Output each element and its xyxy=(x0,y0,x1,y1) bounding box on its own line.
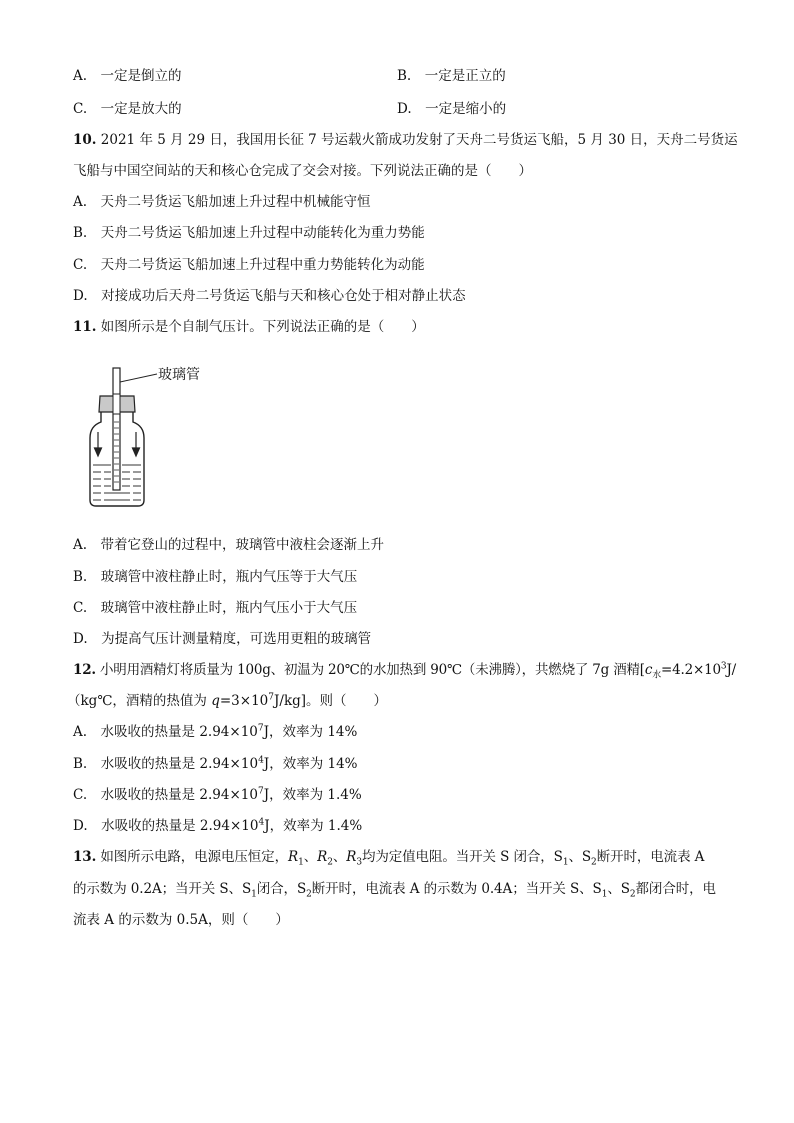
q13-stem-line2 xyxy=(73,880,716,898)
exponent-3: 3 xyxy=(720,661,727,672)
separator-1: 、 xyxy=(303,849,318,865)
q12-option-b-exp: 4 xyxy=(258,755,264,766)
q12-option-b-tail: J，效率为 14% xyxy=(263,756,358,772)
q13-text-2e: 都闭合时，电 xyxy=(635,881,716,897)
q9-option-d: D. 一定是缩小的 xyxy=(397,101,507,117)
q13-number: 13. xyxy=(73,849,97,865)
q12-stem-line1 xyxy=(73,661,736,679)
q12-option-c-text: C. 水吸收的热量是 2.94×10 xyxy=(73,787,258,803)
q12-option-c-tail: J，效率为 1.4% xyxy=(263,787,362,803)
r1-symbol: R xyxy=(287,849,299,865)
q10-option-c: C. 天舟二号货运飞船加速上升过程中重力势能转化为动能 xyxy=(73,257,425,273)
q10-option-d: D. 对接成功后天舟二号货运飞船与天和核心仓处于相对静止状态 xyxy=(73,288,466,304)
q12-option-d xyxy=(73,817,362,835)
specific-heat-unit: J/ xyxy=(726,662,737,678)
specific-heat-symbol: c xyxy=(644,662,653,678)
q12-option-d-text: D. 水吸收的热量是 2.94×10 xyxy=(73,818,259,834)
q11-stem xyxy=(73,318,425,336)
q11-option-a: A. 带着它登山的过程中，玻璃管中液柱会逐渐上升 xyxy=(73,537,385,553)
q10-stem-line1 xyxy=(73,131,738,149)
r3-subscript: 3 xyxy=(356,857,362,868)
r2-symbol: R xyxy=(317,849,328,865)
q13-stem-line1 xyxy=(73,848,704,866)
heat-value-number: =3×10 xyxy=(219,693,269,709)
q10-stem-text: 2021 年 5 月 29 日，我国用长征 7 号运载火箭成功发射了天舟二号货运飞船，5 月 30 日，天舟二号货运 xyxy=(96,132,738,148)
q12-option-b xyxy=(73,755,358,773)
water-subscript: 水 xyxy=(652,670,662,681)
s2-subscript-2: 2 xyxy=(306,889,312,900)
q11-option-c: C. 玻璃管中液柱静止时，瓶内气压小于大气压 xyxy=(73,600,358,616)
q9-option-a: A. 一定是倒立的 xyxy=(73,68,182,84)
q12-option-d-exp: 4 xyxy=(258,817,265,828)
q10-stem-line2: 飞船与中国空间站的天和核心仓完成了交会对接。下列说法正确的是（ ） xyxy=(73,163,532,179)
heat-value-unit: J/kg]。则（ ） xyxy=(274,693,388,709)
q10-option-b: B. 天舟二号货运飞船加速上升过程中动能转化为重力势能 xyxy=(73,225,425,241)
q13-stem-line3: 流表 A 的示数为 0.5A，则（ ） xyxy=(73,912,289,928)
exponent-7: 7 xyxy=(268,692,274,703)
q12-option-a-exp: 7 xyxy=(257,723,264,734)
q12-option-c-exp: 7 xyxy=(257,786,264,797)
q13-text-1c: 、S xyxy=(568,849,592,865)
q10-number: 10. xyxy=(73,132,97,148)
s2-subscript-3: 2 xyxy=(629,889,636,900)
heat-value-symbol: q xyxy=(211,693,220,709)
q12-option-a xyxy=(73,723,357,741)
q10-option-a: A. 天舟二号货运飞船加速上升过程中机械能守恒 xyxy=(73,194,371,210)
q12-stem2-text: （kg℃，酒精的热值为 xyxy=(67,693,212,709)
q12-option-a-text: A. 水吸收的热量是 2.94×10 xyxy=(73,724,258,740)
q13-text-2c: 断开时，电流表 A 的示数为 0.4A；当开关 S、S xyxy=(311,881,602,897)
q13-text-2d: 、S xyxy=(607,881,630,897)
tube-through-stopper xyxy=(113,394,120,414)
s1-subscript-2: 1 xyxy=(251,889,257,900)
tube-leader-line xyxy=(120,374,157,382)
q11-stem-text: 如图所示是个自制气压计。下列说法正确的是（ ） xyxy=(96,319,425,335)
q12-stem-line2 xyxy=(67,692,387,710)
glass-tube-label: 玻璃管 xyxy=(158,367,200,383)
q12-option-c xyxy=(73,786,362,804)
q13-stem-text: 如图所示电路，电源电压恒定， xyxy=(96,849,288,865)
specific-heat-value: =4.2×10 xyxy=(661,662,721,678)
q9-option-c: C. 一定是放大的 xyxy=(73,101,182,117)
q12-number: 12. xyxy=(73,662,96,678)
separator-2: 、 xyxy=(332,849,347,865)
q13-text-2b: 闭合，S xyxy=(256,881,307,897)
q12-option-a-tail: J，效率为 14% xyxy=(263,724,358,740)
q12-stem-text: 小明用酒精灯将质量为 100g、初温为 20℃的水加热到 90℃（未沸腾），共燃烧了 7g 酒精[ xyxy=(95,662,645,678)
q11-option-b: B. 玻璃管中液柱静止时，瓶内气压等于大气压 xyxy=(73,569,358,585)
q12-option-d-tail: J，效率为 1.4% xyxy=(264,818,363,834)
s1-subscript: 1 xyxy=(562,857,569,868)
r3-symbol: R xyxy=(346,849,357,865)
s2-subscript: 2 xyxy=(591,857,597,868)
q13-text-1b: 均为定值电阻。当开关 S 闭合，S xyxy=(361,849,563,865)
q9-option-b: B. 一定是正立的 xyxy=(397,68,506,84)
q12-option-b-text: B. 水吸收的热量是 2.94×10 xyxy=(73,756,259,772)
q13-text-1d: 断开时，电流表 A xyxy=(596,849,705,865)
q13-text-2a: 的示数为 0.2A；当开关 S、S xyxy=(73,881,252,897)
q11-option-d: D. 为提高气压计测量精度，可选用更粗的玻璃管 xyxy=(73,631,372,647)
q11-number: 11. xyxy=(73,319,97,335)
r2-subscript: 2 xyxy=(327,857,333,868)
r1-subscript: 1 xyxy=(298,857,304,868)
glass-tube xyxy=(113,368,120,490)
s1-subscript-3: 1 xyxy=(601,889,608,900)
